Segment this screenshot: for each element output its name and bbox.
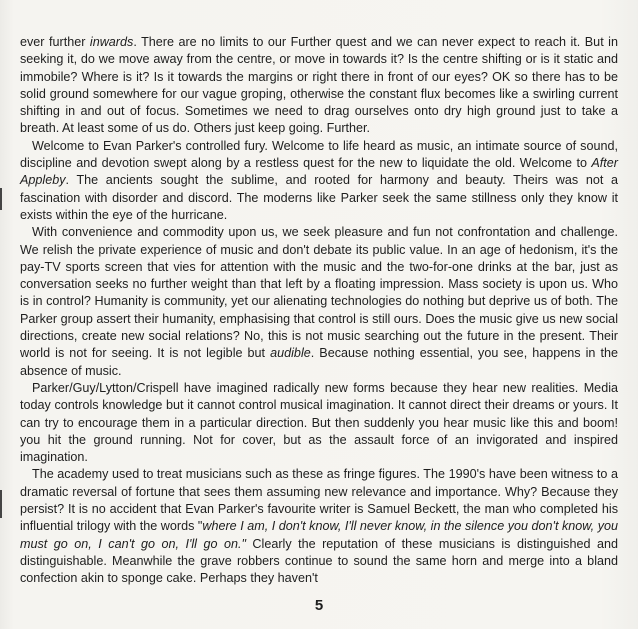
page-edge-mark [0,188,2,210]
paragraph-5 [20,466,618,587]
p5-italic: where I am, I don't know, I'll never know, in the silence you don't know, you must go on, I can't go on, I'll go on." [20,519,619,551]
paragraph-2 [20,138,618,224]
p5-text-a: The academy used to treat musicians such as these as fringe figures. The 1990's have been witness to a dramatic reversal of fortune that sees them assuming new relevance and importance. Why? Because they persist? It is no accident that Evan Parker's favourite writer is Samuel Beckett, the man who completed his influential trilogy with the words " [20,467,618,534]
p3-italic: audible [270,346,311,361]
p2-italic: After Appleby [20,156,618,188]
p1-text-a: ever further [20,35,90,49]
p3-text-a: With convenience and commodity upon us, we seek pleasure and fun not confrontation and challenge. We relish the private experience of music and don't debate its public value. In an age of hedonism, it's the pay-TV sports screen that vies for attention with the music and the two-for-one drinks at the bar, just as conversation seeks no further weight than that left by a floating impression. Mass society is upon us. Who is in control? Humanity is community, yet our alienating technologies do nothing but deprive us of both. The Parker group assert their humanity, emphasising that control is still ours. Does the music give us new social directions, create new social relations? No, this is not music searching out the future in the present. Their world is not for seeing. It is not legible but [20,225,618,361]
essay-text [20,34,618,588]
paragraph-4: Parker/Guy/Lytton/Crispell have imagined radically new forms because they hear new realities. Media today controls knowledge but it cannot control musical imagination. It cannot direct their dreams or yours. It can try to encourage them in a particular direction. But then suddenly you hear music like this and boom! you hit the ground running. Not for cover, but as the assault force of an invigorated and inspired imagination. [20,380,618,465]
p5-text-c: Clearly the reputation of these musicians is distinguished and distinguishable. Meanwhile the grave robbers continue to sound the same horn and merge into a bland confection akin to sponge cake. Perhaps they haven't [20,536,618,586]
page-edge-mark [0,490,2,518]
paragraph-3 [20,224,618,380]
p1-italic: inwards [89,35,134,49]
paragraph-1 [20,34,618,138]
p1-text-c: . There are no limits to our Further quest and we can never expect to reach it. But in seeking it, do we move away from the centre, or move in towards it? Is the centre shifting or is it static and immobile? Where is it? Is it towards the margins or right there in front of our eyes? OK so there has to be solid ground somewhere for our vague groping, otherwise the constant flux becomes like a swirling current shifting in and out of focus. Sometimes we need to drag ourselves onto dry high ground just to take a breath. At least some of us do. Others just keep going. Further. [20,35,618,136]
page-number: 5 [314,597,324,614]
p2-text-a: Welcome to Evan Parker's controlled fury. Welcome to life heard as music, an intimate source of sound, discipline and devotion swept along by a restless quest for the new to liquidate the old. Welcome to [20,138,618,171]
p3-text-c: . Because nothing essential, you see, happens in the absence of music. [20,346,618,378]
p2-text-c: . The ancients sought the sublime, and rooted for harmony and beauty. Theirs was not a fascination with disorder and discord. The moderns like Parker seek the same stillness only they know it exists within the eye of the hurricane. [20,173,618,222]
